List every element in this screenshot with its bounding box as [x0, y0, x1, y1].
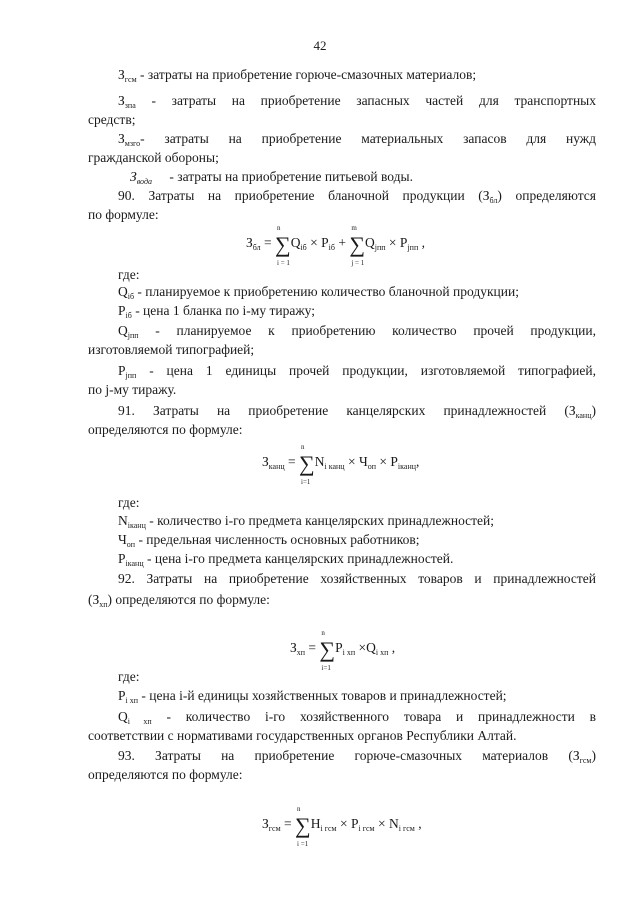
def-p-jpp-cont: по j-му тиражу.	[88, 382, 177, 397]
para-91-cont: определяются по формуле:	[88, 422, 243, 437]
para-93: 93. Затраты на приобретение горюче-смазочных материалов $(З_{гсм})$	[118, 748, 596, 765]
gde-3: где:	[118, 669, 140, 684]
def-q-ib: $Q_{iб}$ - планируемое к приобретению количество бланочной продукции;	[118, 284, 519, 301]
def-zzpa-cont: средств;	[88, 112, 136, 127]
para-93-cont: определяются по формуле:	[88, 767, 243, 782]
para-92-cont: $(З_{хп})$ определяются по формуле:	[88, 592, 270, 609]
def-q-jpp-cont: изготовляемой типографией;	[88, 342, 255, 357]
def-p-ixp: $P_{i хп}$ - цена i-й единицы хозяйственных товаров и принадлежностей;	[118, 688, 507, 705]
para-91: 91. Затраты на приобретение канцелярских принадлежностей $(З_{канц})$	[118, 403, 596, 420]
def-p-ib: $P_{iб}$ - цена 1 бланка по i-му тиражу;	[118, 303, 315, 320]
def-zmzgo-cont: гражданской обороны;	[88, 150, 219, 165]
gde-1: где:	[118, 267, 140, 282]
def-q-ixp: $Q_{i хп}$ - количество i-го хозяйственного товара и принадлежности в	[118, 709, 596, 726]
formula-91: $З_{канц}$ = ∑ n i=1 $N_{i канц} \times Ч_{оп} \times P_{iканц}$,	[262, 443, 420, 486]
formula-90: $З_{бл}$ = ∑ n i = 1 $Q_{iб} \times P_{iб}$ + ∑ m j = 1 $Q_{jпп} \times P_{jпп}$ ,	[246, 224, 425, 267]
formula-93: $З_{гсм}$ = ∑ n i =1 $Н_{i гсм} \times P_{i гсм} \times N_{i гсм}$ ,	[262, 805, 422, 848]
para-92: 92. Затраты на приобретение хозяйственных товаров и принадлежностей	[118, 571, 596, 586]
para-90-cont: по формуле:	[88, 207, 159, 222]
formula-92: $З_{хп}$ = ∑ n i=1 $P_{i хп} \times Q_{i хп}$ ,	[290, 629, 396, 672]
def-ch-op: $Ч_{оп}$ - предельная численность основных работников;	[118, 532, 420, 549]
gde-2: где:	[118, 495, 140, 510]
def-q-jpp: $Q_{jпп}$ - планируемое к приобретению количество прочей продукции,	[118, 323, 596, 340]
def-n-kanc: $N_{iканц}$ - количество i-го предмета канцелярских принадлежностей;	[118, 513, 495, 530]
def-p-jpp: $P_{jпп}$ - цена 1 единицы прочей продукции, изготовляемой типографией,	[118, 363, 596, 380]
def-q-ixp-cont: соответствии с нормативами государственных органов Республики Алтай.	[88, 728, 517, 743]
def-zvoda: $З_{вода}$ - затраты на приобретение питьевой воды.	[130, 169, 413, 186]
para-90: 90. Затраты на приобретение бланочной продукции $(З_{бл})$ определяются	[118, 188, 597, 205]
def-zmzgo: $З_{мзго}-$ затраты на приобретение материальных запасов для нужд	[118, 131, 596, 148]
page-number: 42	[313, 38, 327, 53]
def-p-kanc: $P_{iканц}$ - цена i-го предмета канцелярских принадлежностей.	[118, 551, 454, 568]
def-zgsm: $З_{гсм}$ - затраты на приобретение горюче-смазочных материалов;	[118, 67, 477, 84]
def-zzpa: $З_{зпа}$ - затраты на приобретение запасных частей для транспортных	[118, 93, 596, 110]
